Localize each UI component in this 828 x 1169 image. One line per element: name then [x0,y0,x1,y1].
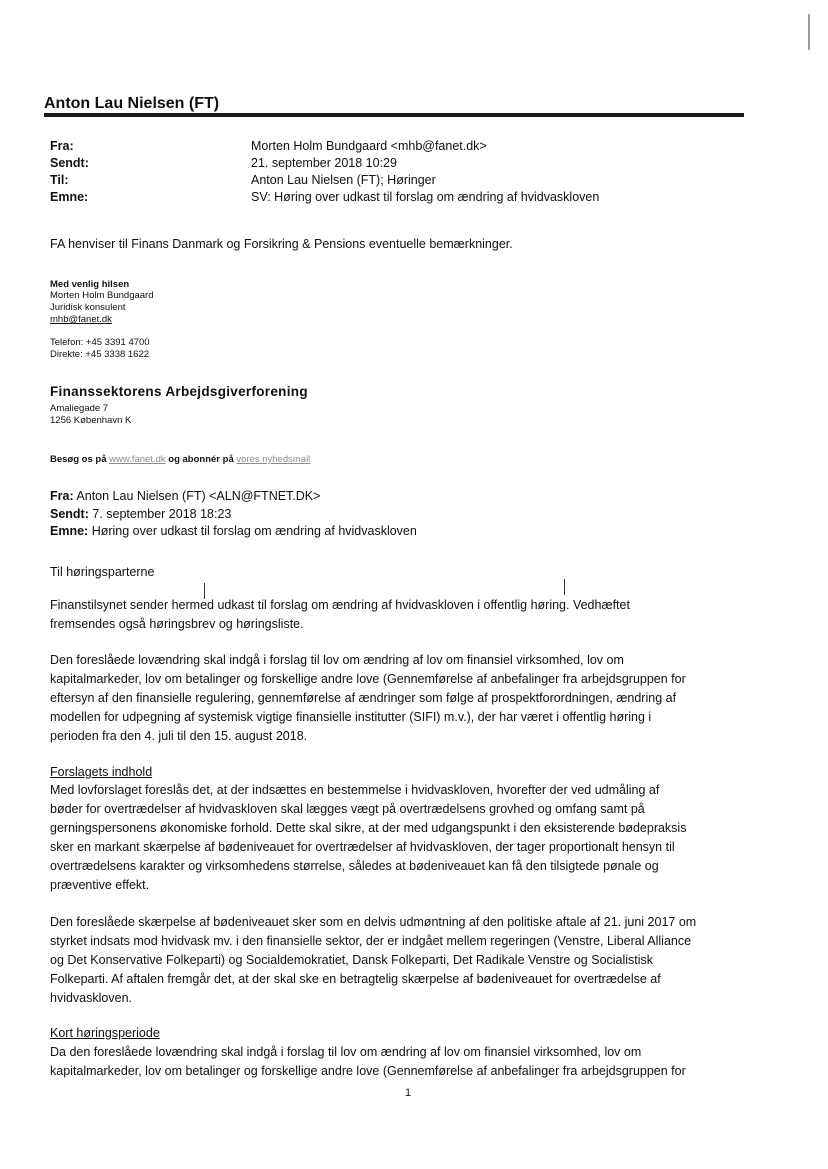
signature-email-link[interactable]: mhb@fanet.dk [50,314,112,325]
signature-phone: Telefon: +45 3391 4700 [50,337,150,348]
header-from-label: Fra: [50,139,74,153]
text-line: Da den foreslåede lovændring skal indgå i forslag til lov om ændring af lov om finansiel virksomhed, lov om [50,1045,642,1059]
text-line: modellen for udpegning af systemisk vigtige finansielle institutter (SIFI) m.v.), der har været i offentlig høring i [50,710,652,724]
website-link[interactable]: www.fanet.dk [109,454,166,465]
text-line: fremsendes også høringsbrev og høringsliste. [50,617,304,631]
signature-name: Morten Holm Bundgaard [50,290,154,301]
text-cursor-mark [564,579,565,595]
text-line: styrket indsats mod hvidvask mv. i den finansielle sektor, der er indgået mellem regeringen (Venstre, Liberal Alliance [50,934,692,948]
scan-edge-line [808,14,810,50]
header-to-value: Anton Lau Nielsen (FT); Høringer [251,173,436,187]
text-line: bøder for overtrædelser af hvidvaskloven skal lægges vægt på overtrædelsens grovhed og omfang samt på [50,802,645,816]
text-line: Den foreslåede lovændring skal indgå i forslag til lov om ændring af lov om finansiel virksomhed, lov om [50,653,624,667]
signature-greeting: Med venlig hilsen [50,279,130,290]
text-line: og Det Konservative Folkeparti) og Socialdemokratiet, Dansk Folkeparti, Det Radikale Venstre og Socialistisk [50,953,654,967]
text-line: eftersyn af den finansielle regulering, gennemførelse af ændringer som følge af prospektforordningen, ændring af [50,691,677,705]
text-line: overtrædelsens karakter og virksomhedens størrelse, således at bødeniveauet kan få den tilsigtede pønale og [50,859,659,873]
header-to-label: Til: [50,173,69,187]
header-subject-label: Emne: [50,190,89,204]
text-line: perioden fra den 4. juli til den 15. august 2018. [50,729,308,743]
signature-direct-phone: Direkte: +45 3338 1622 [50,349,150,360]
text-line: Den foreslåede skærpelse af bødeniveauet sker som en delvis udmøntning af den politiske aftale af 21. juni 2017 om [50,915,697,929]
body-intro: FA henviser til Finans Danmark og Forsikring & Pensions eventuelle bemærkninger. [50,237,513,251]
forward-subject: Emne: Høring over udkast til forslag om ændring af hvidvaskloven [50,524,417,538]
text-line: Med lovforslaget foreslås det, at der indsættes en bestemmelse i hvidvaskloven, hvorefter der ved udmåling af [50,783,660,797]
text-line: kapitalmarkeder, lov om betalinger og forskellige andre love (Gennemførelse af anbefalinger fra arbejdsgruppen for [50,1064,686,1078]
signature-role: Juridisk konsulent [50,302,126,313]
header-sent-value: 21. september 2018 10:29 [251,156,397,170]
header-from-value: Morten Holm Bundgaard <mhb@fanet.dk> [251,139,487,153]
text-line: præventive effekt. [50,878,150,892]
org-address-city: 1256 København K [50,415,132,426]
org-name: Finanssektorens Arbejdsgiverforening [50,384,308,399]
visit-prefix: Besøg os på [50,454,107,465]
sender-name: Anton Lau Nielsen (FT) [44,95,220,112]
section-heading-period: Kort høringsperiode [50,1026,160,1040]
newsletter-link[interactable]: vores nyhedsmail [236,454,311,465]
visit-line [50,454,310,466]
text-line: gerningspersonens økonomiske forhold. Dette skal sikre, at der med udgangspunkt i den eksisterende bødepraksis [50,821,687,835]
header-rule [44,113,744,117]
text-line: Folkeparti. Af aftalen fremgår det, at der skal ske en betragtelig skærpelse af bødeniveauet for overtrædelse af [50,972,661,986]
visit-middle: og abonnér på [168,454,234,465]
forward-sent: Sendt: 7. september 2018 18:23 [50,507,232,521]
text-line: Finanstilsynet sender hermed udkast til forslag om ændring af hvidvaskloven i offentlig høring. Vedhæftet [50,598,630,612]
page-number: 1 [405,1087,412,1099]
header-subject-value: SV: Høring over udkast til forslag om ændring af hvidvaskloven [251,190,600,204]
org-address-street: Amaliegade 7 [50,403,109,414]
text-line: hvidvaskloven. [50,991,132,1005]
header-sent-label: Sendt: [50,156,89,170]
forward-from: Fra: Anton Lau Nielsen (FT) <ALN@FTNET.DK> [50,489,321,503]
section-heading-content: Forslagets indhold [50,765,153,779]
text-line: kapitalmarkeder, lov om betalinger og forskellige andre love (Gennemførelse af anbefalinger fra arbejdsgruppen for [50,672,686,686]
text-line: sker en markant skærpelse af bødeniveauet for overtrædelser af hvidvaskloven, der tager proportionalt hensyn til [50,840,675,854]
letter-salutation: Til høringsparterne [50,565,155,579]
